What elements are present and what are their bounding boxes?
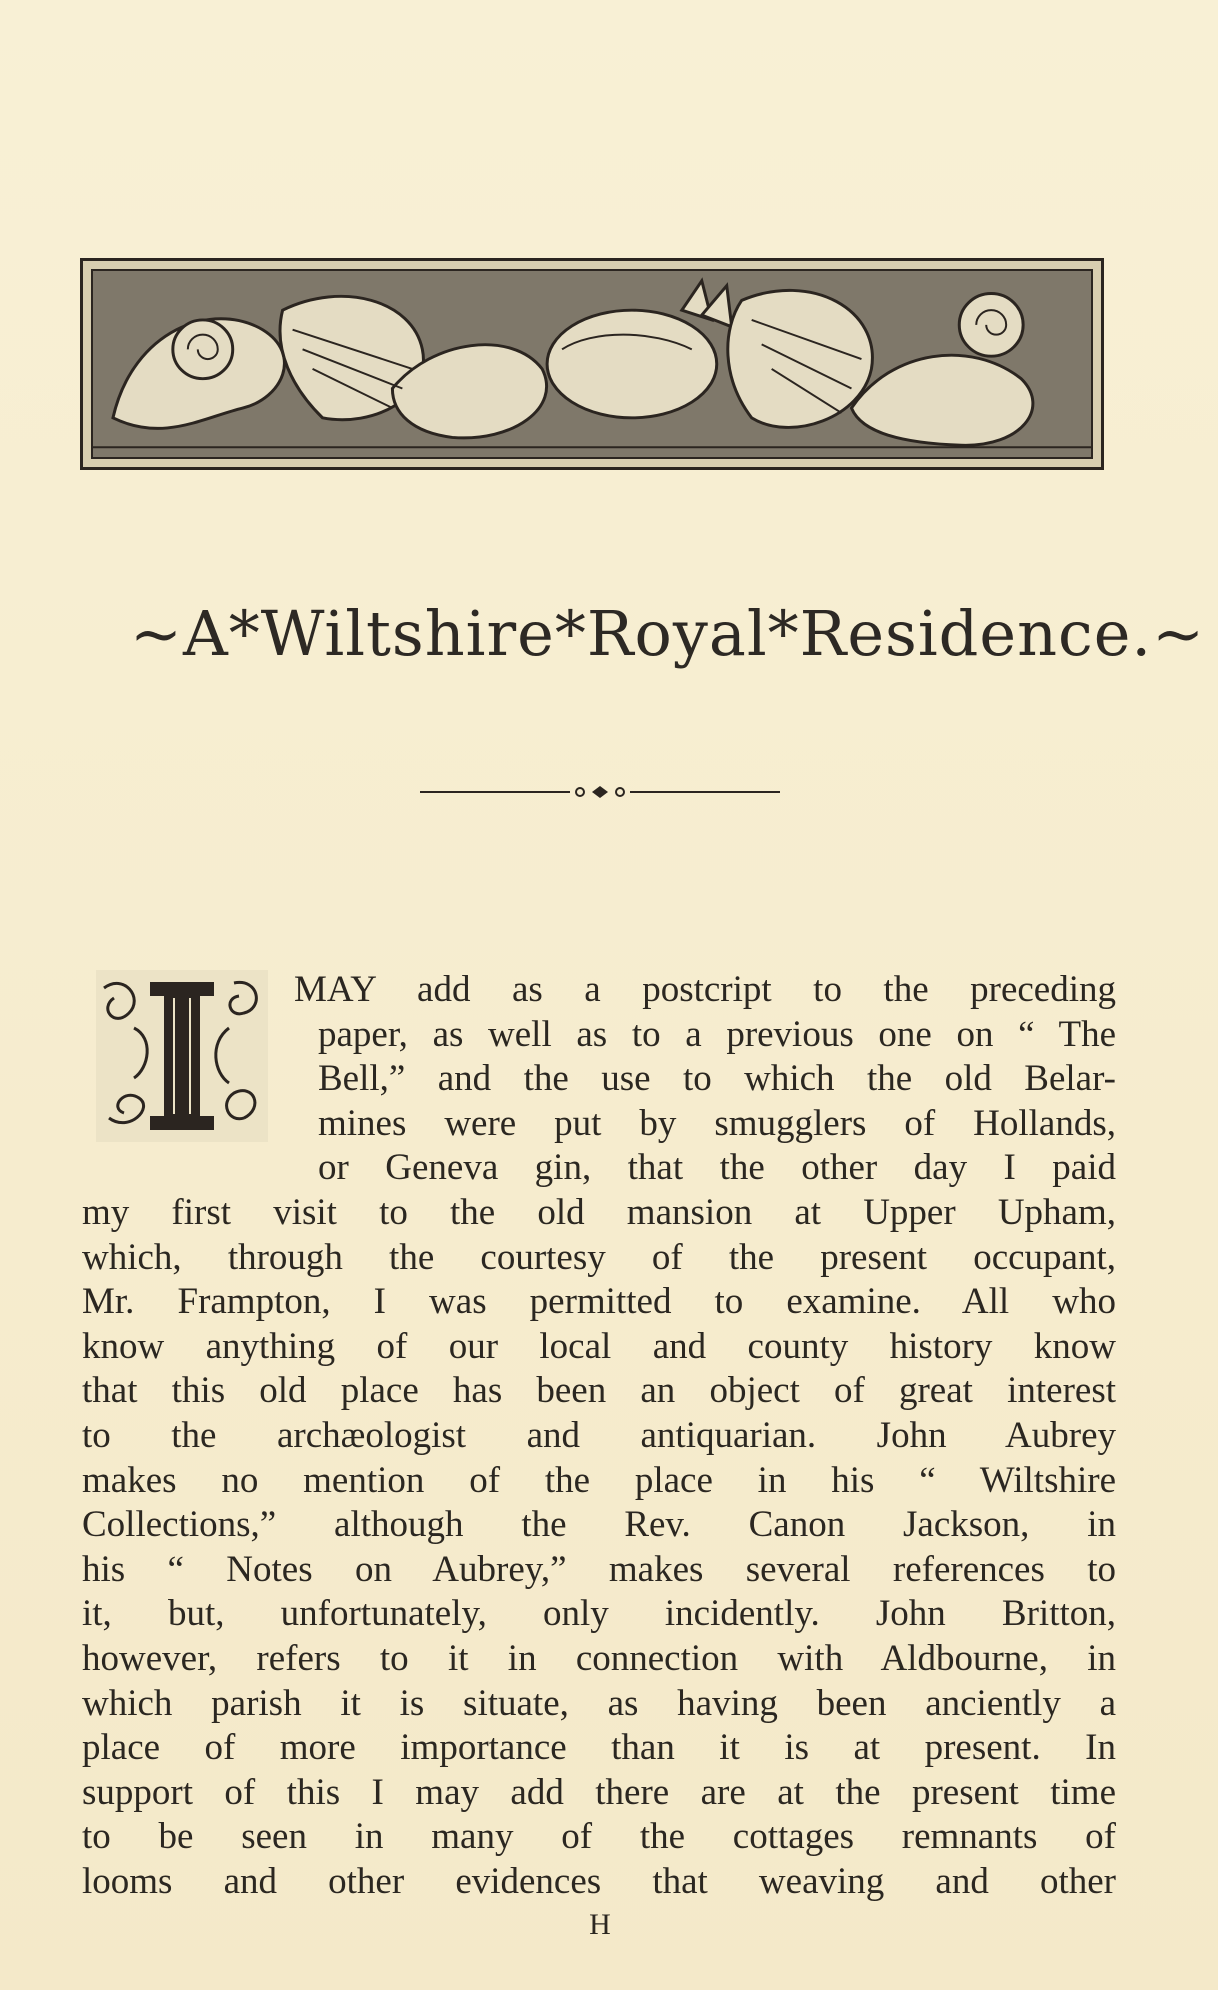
text-line: it, but, unfortunately, only incidently. John Britton, xyxy=(82,1593,1116,1635)
text-line: looms and other evidences that weaving and other xyxy=(82,1860,1116,1902)
text-line: that this old place has been an object of great interest xyxy=(82,1370,1116,1412)
text-line: his “ Notes on Aubrey,” makes several references to xyxy=(82,1548,1116,1590)
text-line: my first visit to the old mansion at Upper Upham, xyxy=(82,1191,1116,1233)
text-line: Bell,” and the use to which the old Belar- xyxy=(318,1058,1116,1100)
text-line: which, through the courtesy of the present occupant, xyxy=(82,1236,1116,1278)
text-line: MAY add as a postcript to the preceding xyxy=(294,969,1116,1010)
ornamental-rule xyxy=(420,780,780,804)
text-line: however, refers to it in connection with Aldbourne, in xyxy=(82,1637,1116,1679)
ornamental-banner xyxy=(80,258,1104,470)
text-line: support of this I may add there are at the present time xyxy=(82,1771,1116,1813)
page-title: ~A*Wiltshire*Royal*Residence.~ xyxy=(130,597,1206,670)
body-paragraph xyxy=(82,968,1116,1904)
text-line: place of more importance than it is at present. In xyxy=(82,1727,1116,1769)
text-line: which parish it is situate, as having been anciently a xyxy=(82,1682,1116,1724)
signature-mark: H xyxy=(589,1908,611,1941)
text-line: makes no mention of the place in his “ Wiltshire xyxy=(82,1459,1116,1501)
text-line: Mr. Frampton, I was permitted to examine. All who xyxy=(82,1281,1116,1323)
text-line: or Geneva gin, that the other day I paid xyxy=(318,1147,1116,1189)
text-line: to the archæologist and antiquarian. John Aubrey xyxy=(82,1414,1116,1456)
text-line: to be seen in many of the cottages remnants of xyxy=(82,1816,1116,1858)
text-line: mines were put by smugglers of Hollands, xyxy=(318,1102,1116,1144)
text-line: paper, as well as to a previous one on “ The xyxy=(318,1013,1116,1055)
banner-illustration xyxy=(91,269,1093,459)
rule-divider-icon xyxy=(420,780,780,804)
foliage-rabbit-icon xyxy=(93,271,1091,457)
text-line: Collections,” although the Rev. Canon Jackson, in xyxy=(82,1504,1116,1546)
text-line: know anything of our local and county history know xyxy=(82,1325,1116,1367)
